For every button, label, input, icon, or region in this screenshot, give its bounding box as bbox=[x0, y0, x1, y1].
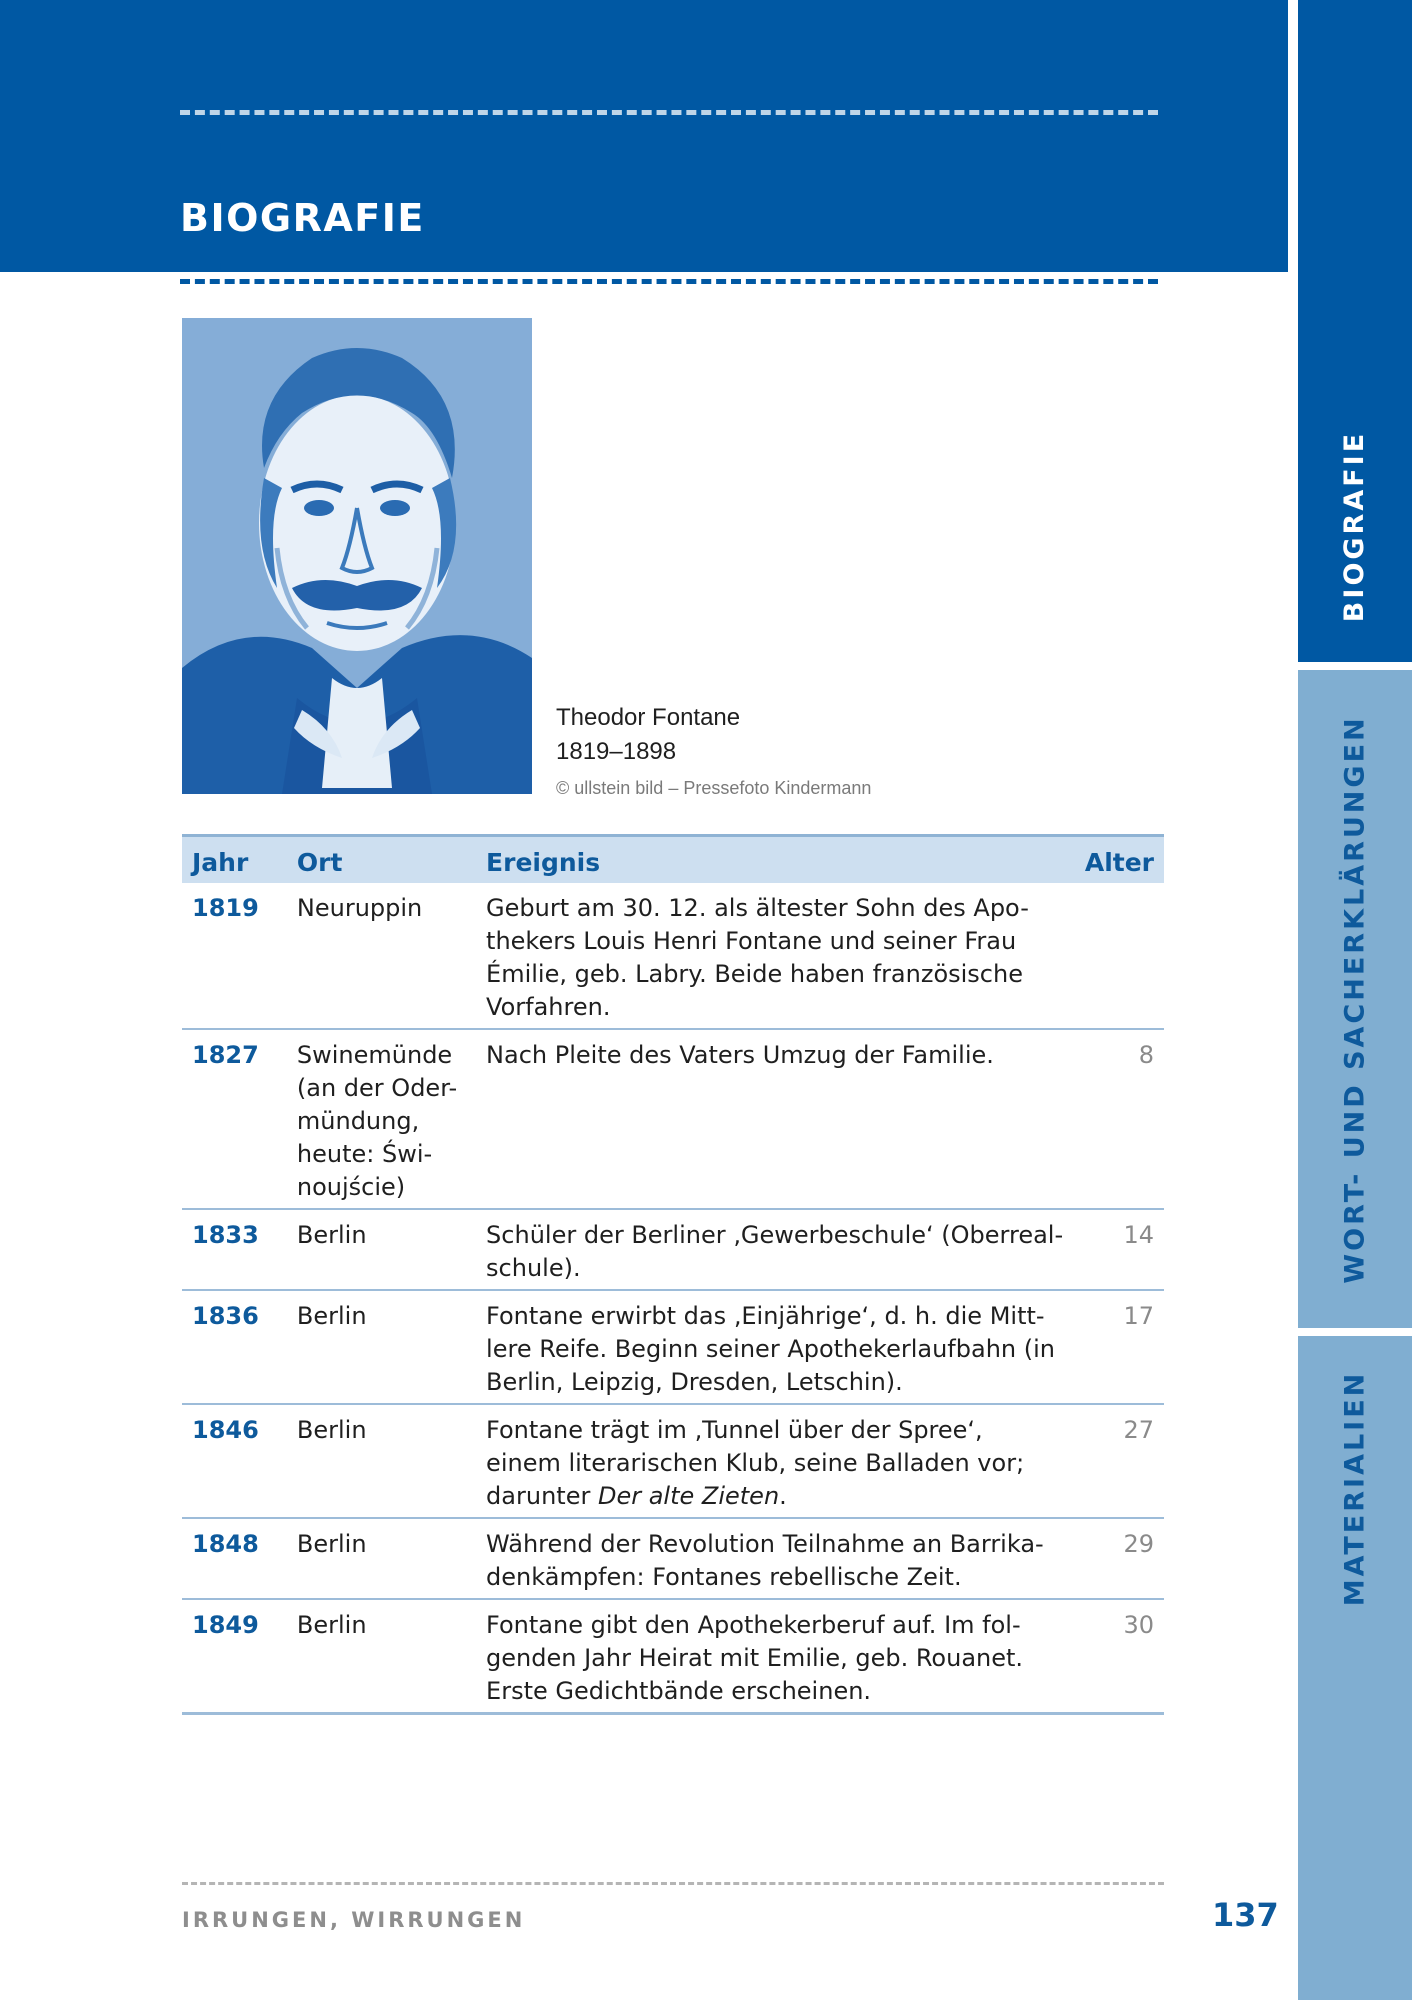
cell-place: Berlin bbox=[287, 1599, 476, 1714]
event-text: Fontane trägt im ‚Tunnel über der Spree‘, einem literarischen Klub, seine Balladen vor; darunter bbox=[486, 1416, 1025, 1510]
event-text-end: . bbox=[779, 1482, 787, 1510]
cell-year: 1848 bbox=[182, 1518, 287, 1599]
footer-book-title: IRRUNGEN, WIRRUNGEN bbox=[182, 1908, 526, 1932]
event-work-title: Der alte Zieten bbox=[597, 1482, 780, 1510]
column-header-event: Ereignis bbox=[476, 836, 1075, 884]
side-tab-label: BIOGRAFIE bbox=[1339, 430, 1371, 622]
table-row bbox=[182, 1209, 1164, 1290]
cell-age: 8 bbox=[1075, 1029, 1164, 1209]
table-header-row bbox=[182, 836, 1164, 884]
column-header-place: Ort bbox=[287, 836, 476, 884]
cell-year: 1827 bbox=[182, 1029, 287, 1209]
cell-year: 1833 bbox=[182, 1209, 287, 1290]
side-tab-materialien[interactable] bbox=[1298, 1336, 1412, 2000]
cell-age: 17 bbox=[1075, 1290, 1164, 1404]
portrait-illustration bbox=[182, 318, 532, 794]
cell-place: Swinemünde (an der Oder-mündung, heute: Świ-noujście) bbox=[287, 1029, 476, 1209]
column-header-age: Alter bbox=[1075, 836, 1164, 884]
cell-place: Berlin bbox=[287, 1209, 476, 1290]
cell-event: Nach Pleite des Vaters Umzug der Familie. bbox=[476, 1029, 1075, 1209]
page-title: BIOGRAFIE bbox=[180, 196, 425, 240]
biography-table bbox=[182, 834, 1164, 1715]
table-row bbox=[182, 1518, 1164, 1599]
cell-place: Berlin bbox=[287, 1404, 476, 1518]
table-row bbox=[182, 1029, 1164, 1209]
cell-age: 14 bbox=[1075, 1209, 1164, 1290]
portrait-caption-name: Theodor Fontane bbox=[556, 704, 741, 731]
side-tab-wort-und-sacherklaerungen[interactable] bbox=[1298, 670, 1412, 1328]
cell-year: 1819 bbox=[182, 883, 287, 1029]
table-row bbox=[182, 883, 1164, 1029]
cell-age: 27 bbox=[1075, 1404, 1164, 1518]
cell-event bbox=[476, 1404, 1075, 1518]
table-row bbox=[182, 1599, 1164, 1714]
cell-event: Geburt am 30. 12. als ältester Sohn des Apo-thekers Louis Henri Fontane und seiner Frau Émilie, geb. Labry. Beide haben französische Vorfahren. bbox=[476, 883, 1075, 1029]
cell-year: 1849 bbox=[182, 1599, 287, 1714]
cell-place: Berlin bbox=[287, 1518, 476, 1599]
cell-place: Berlin bbox=[287, 1290, 476, 1404]
cell-age: 29 bbox=[1075, 1518, 1164, 1599]
page-number: 137 bbox=[1212, 1896, 1279, 1934]
portrait-caption-years: 1819–1898 bbox=[556, 738, 677, 765]
cell-age: 30 bbox=[1075, 1599, 1164, 1714]
cell-event: Fontane gibt den Apothekerberuf auf. Im fol-genden Jahr Heirat mit Emilie, geb. Rouanet. Erste Gedichtbände erscheinen. bbox=[476, 1599, 1075, 1714]
column-header-year: Jahr bbox=[182, 836, 287, 884]
table-row bbox=[182, 1404, 1164, 1518]
cell-event: Schüler der Berliner ‚Gewerbeschule‘ (Oberreal-schule). bbox=[476, 1209, 1075, 1290]
side-tab-biografie[interactable] bbox=[1298, 0, 1412, 662]
cell-age bbox=[1075, 883, 1164, 1029]
cell-year: 1836 bbox=[182, 1290, 287, 1404]
cell-place: Neuruppin bbox=[287, 883, 476, 1029]
cell-year: 1846 bbox=[182, 1404, 287, 1518]
side-tab-label: MATERIALIEN bbox=[1339, 1370, 1371, 1606]
cell-event: Während der Revolution Teilnahme an Barrika-denkämpfen: Fontanes rebellische Zeit. bbox=[476, 1518, 1075, 1599]
author-portrait bbox=[182, 318, 532, 794]
table-row bbox=[182, 1290, 1164, 1404]
cell-event: Fontane erwirbt das ‚Einjährige‘, d. h. die Mitt-lere Reife. Beginn seiner Apothekerlaufbahn (in Berlin, Leipzig, Dresden, Letschin). bbox=[476, 1290, 1075, 1404]
side-tab-label: WORT- UND SACHERKLÄRUNGEN bbox=[1339, 714, 1371, 1284]
header-dash-line bbox=[180, 110, 1158, 115]
title-dash-line bbox=[180, 279, 1158, 284]
portrait-credit: © ullstein bild – Pressefoto Kindermann bbox=[556, 778, 872, 798]
footer-dash-line bbox=[182, 1882, 1164, 1885]
